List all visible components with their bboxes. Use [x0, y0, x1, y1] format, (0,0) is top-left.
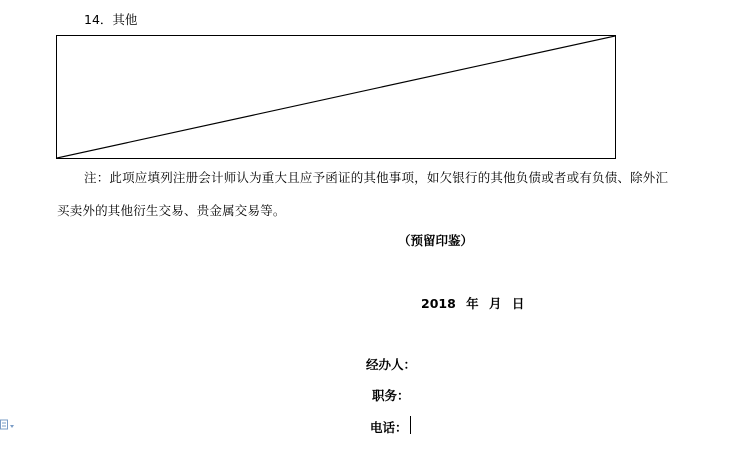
note-text-line-2: 买卖外的其他衍生交易、贵金属交易等。: [57, 203, 286, 218]
date-line: 2018 年 月 日: [421, 296, 525, 311]
reserved-seal-label: （预留印鉴）: [398, 233, 474, 248]
note-text-line-1: 注：此项应填列注册会计师认为重大且应予函证的其他事项，如欠银行的其他负债或者或有负债、除外汇: [84, 170, 669, 185]
diagonal-strike-line: [57, 36, 615, 158]
paragraph-marker-icon[interactable]: [0, 418, 16, 432]
text-cursor[interactable]: [410, 416, 411, 434]
section-heading: 14．其他: [84, 12, 138, 27]
position-label: 职务：: [372, 388, 410, 403]
blank-table-box: [56, 35, 616, 159]
phone-label: 电话：: [370, 420, 408, 435]
handler-label: 经办人：: [366, 357, 417, 372]
